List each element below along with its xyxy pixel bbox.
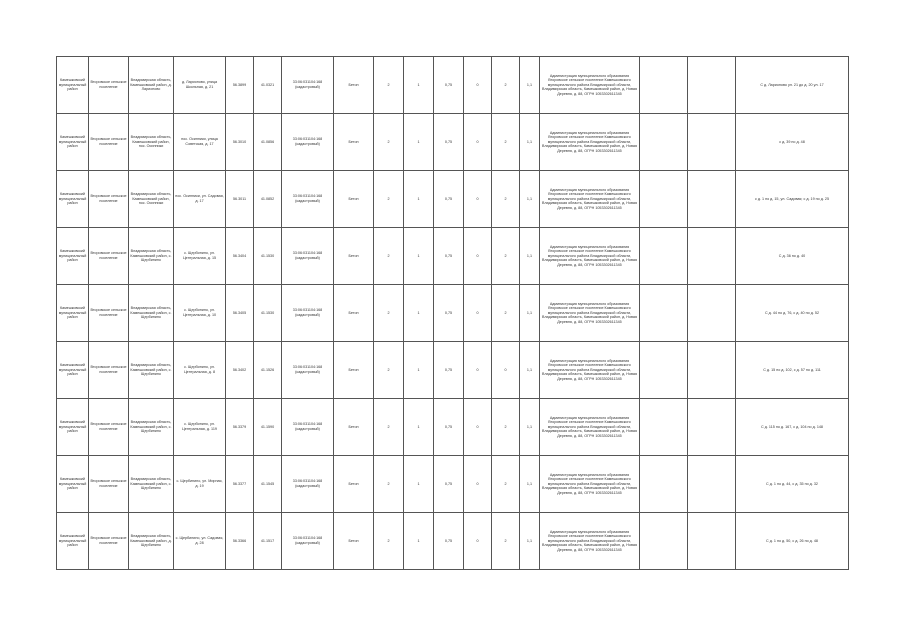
cell-cadastral: 33:06:031104:168 (кадастровый) xyxy=(282,228,334,285)
cell-settlement: Второвское сельское поселение xyxy=(89,57,129,114)
cell-settlement: Второвское сельское поселение xyxy=(89,171,129,228)
cell-address: пос. Осинники, ул. Садовая, д. 17 xyxy=(174,171,226,228)
cell-empty-15 xyxy=(640,57,688,114)
cell-cadastral: 33:06:031104:168 (кадастровый) xyxy=(282,114,334,171)
cell-lon: 41.0856 xyxy=(254,114,282,171)
cell-c2: 2 xyxy=(492,114,520,171)
cell-c1: 0 xyxy=(464,456,492,513)
cell-settlement: Второвское сельское поселение xyxy=(89,513,129,570)
cell-address: пос. Осинники, улица Советская, д. 17 xyxy=(174,114,226,171)
cell-settlement: Второвское сельское поселение xyxy=(89,228,129,285)
cell-volume: 0,75 xyxy=(434,57,464,114)
cell-lon: 41.1545 xyxy=(254,456,282,513)
cell-cadastral: 33:06:031104:168 (кадастровый) xyxy=(282,456,334,513)
cell-locality: Владимирская область, Камешковский район, пос. Осинники xyxy=(129,114,174,171)
cell-empty-15 xyxy=(640,171,688,228)
cell-volume: 0,75 xyxy=(434,285,464,342)
cell-lon: 41.1530 xyxy=(254,228,282,285)
table-row xyxy=(57,513,849,570)
table-row xyxy=(57,228,849,285)
cell-surface: Бетон xyxy=(334,228,374,285)
cell-containers: 1 xyxy=(404,285,434,342)
cell-owner: Администрация муниципального образования Второвское сельское поселение Камешковского муниципального района Владимирской области, Владимирская область, Камешковский район, д. Новая Деревня, д. 88, ОГРН 1053302611345 xyxy=(540,513,640,570)
cell-containers: 1 xyxy=(404,342,434,399)
cell-c2: 2 xyxy=(492,513,520,570)
cell-lat: 56.3010 xyxy=(226,114,254,171)
cell-empty-16 xyxy=(688,171,736,228)
cell-settlement: Второвское сельское поселение xyxy=(89,342,129,399)
cell-c2: 2 xyxy=(492,399,520,456)
cell-c3: 1,1 xyxy=(520,228,540,285)
cell-volume: 0,75 xyxy=(434,114,464,171)
cell-district: Камешковский муниципальный район xyxy=(57,285,89,342)
cell-area: 2 xyxy=(374,228,404,285)
cell-owner: Администрация муниципального образования Второвское сельское поселение Камешковского муниципального района Владимирской области, Владимирская область, Камешковский район, д. Новая Деревня, д. 88, ОГРН 1053302611345 xyxy=(540,114,640,171)
cell-lat: 56.3011 xyxy=(226,171,254,228)
cell-volume: 0,75 xyxy=(434,342,464,399)
cell-owner: Администрация муниципального образования Второвское сельское поселение Камешковского муниципального района Владимирской области, Владимирская область, Камешковский район, д. Новая Деревня, д. 88, ОГРН 1053302611345 xyxy=(540,171,640,228)
cell-sources: С д. 44 по д. 76, с д. 40 по д. 52 xyxy=(736,285,849,342)
cell-empty-16 xyxy=(688,114,736,171)
cell-lat: 56.3404 xyxy=(226,228,254,285)
cell-c2: 2 xyxy=(492,228,520,285)
cell-surface: Бетон xyxy=(334,114,374,171)
cell-empty-16 xyxy=(688,456,736,513)
cell-containers: 1 xyxy=(404,228,434,285)
cell-empty-16 xyxy=(688,399,736,456)
cell-sources: С д. 36 по д. 40 xyxy=(736,228,849,285)
cell-address: с. Щербинино, ул. Центральная, д. 119 xyxy=(174,399,226,456)
cell-c3: 1,1 xyxy=(520,456,540,513)
cell-empty-16 xyxy=(688,57,736,114)
cell-empty-15 xyxy=(640,399,688,456)
cell-area: 2 xyxy=(374,342,404,399)
cell-empty-15 xyxy=(640,285,688,342)
cell-c2: 2 xyxy=(492,285,520,342)
cell-empty-15 xyxy=(640,114,688,171)
cell-sources: С д. 115 по д. 167, с д. 104 по д. 148 xyxy=(736,399,849,456)
cell-c3: 1,1 xyxy=(520,57,540,114)
cell-surface: Бетон xyxy=(334,399,374,456)
cell-area: 2 xyxy=(374,57,404,114)
cell-c1: 0 xyxy=(464,399,492,456)
cell-area: 2 xyxy=(374,114,404,171)
cell-address: с. Щербинино, ул. Садовая, д. 28 xyxy=(174,513,226,570)
cell-empty-15 xyxy=(640,456,688,513)
cell-containers: 1 xyxy=(404,513,434,570)
cell-cadastral: 33:06:031104:168 (кадастровый) xyxy=(282,342,334,399)
cell-cadastral: 33:06:031104:168 (кадастровый) xyxy=(282,57,334,114)
cell-c3: 1,1 xyxy=(520,513,540,570)
cell-c3: 1,1 xyxy=(520,171,540,228)
cell-lat: 56.3377 xyxy=(226,456,254,513)
cell-lat: 56.3899 xyxy=(226,57,254,114)
cell-surface: Бетон xyxy=(334,513,374,570)
cell-locality: Владимирская область, Камешковский район, с. Щербинино xyxy=(129,228,174,285)
cell-c2: 2 xyxy=(492,456,520,513)
cell-lon: 41.0852 xyxy=(254,171,282,228)
cell-area: 2 xyxy=(374,399,404,456)
cell-surface: Бетон xyxy=(334,171,374,228)
cell-containers: 1 xyxy=(404,456,434,513)
cell-locality: Владимирская область, Камешковский район, с. Щербинино xyxy=(129,456,174,513)
cell-address: с. Щербинино, ул. Центральная, д. 15 xyxy=(174,228,226,285)
table-row xyxy=(57,171,849,228)
cell-area: 2 xyxy=(374,171,404,228)
cell-lon: 41.0321 xyxy=(254,57,282,114)
cell-c3: 1,1 xyxy=(520,285,540,342)
cell-area: 2 xyxy=(374,285,404,342)
table-row xyxy=(57,399,849,456)
cell-locality: Владимирская область, Камешковский район, с. Щербинино xyxy=(129,285,174,342)
cell-volume: 0,75 xyxy=(434,171,464,228)
cell-area: 2 xyxy=(374,513,404,570)
cell-c2: 0 xyxy=(492,342,520,399)
cell-c1: 0 xyxy=(464,171,492,228)
cell-settlement: Второвское сельское поселение xyxy=(89,399,129,456)
cell-empty-16 xyxy=(688,285,736,342)
cell-lon: 41.1517 xyxy=(254,513,282,570)
cell-owner: Администрация муниципального образования Второвское сельское поселение Камешковского муниципального района Владимирской области, Владимирская область, Камешковский район, д. Новая Деревня, д. 88, ОГРН 1053302611345 xyxy=(540,456,640,513)
cell-owner: Администрация муниципального образования Второвское сельское поселение Камешковского муниципального района Владимирской области, Владимирская область, Камешковский район, д. Новая Деревня, д. 88, ОГРН 1053302611345 xyxy=(540,399,640,456)
cell-surface: Бетон xyxy=(334,342,374,399)
cell-containers: 1 xyxy=(404,171,434,228)
cell-district: Камешковский муниципальный район xyxy=(57,171,89,228)
cell-empty-15 xyxy=(640,228,688,285)
cell-empty-16 xyxy=(688,228,736,285)
cell-lon: 41.1530 xyxy=(254,285,282,342)
cell-district: Камешковский муниципальный район xyxy=(57,57,89,114)
cell-locality: Владимирская область, Камешковский район, с. Щербинино xyxy=(129,342,174,399)
cell-surface: Бетон xyxy=(334,57,374,114)
cell-sources: с д. 1 по д. 15, ул. Садовая; с д. 19 по д. 25 xyxy=(736,171,849,228)
cell-settlement: Второвское сельское поселение xyxy=(89,456,129,513)
cell-volume: 0,75 xyxy=(434,399,464,456)
cell-cadastral: 33:06:031104:168 (кадастровый) xyxy=(282,513,334,570)
cell-c2: 2 xyxy=(492,57,520,114)
cell-address: с. Щербинино, ул. Центральная, д. 10 xyxy=(174,285,226,342)
cell-district: Камешковский муниципальный район xyxy=(57,399,89,456)
table-row xyxy=(57,342,849,399)
cell-sources: С д. 1 по д. 50, с д. 26 по д. 48 xyxy=(736,513,849,570)
cell-empty-15 xyxy=(640,513,688,570)
cell-address: д. Ларионово, улица Школьная, д. 21 xyxy=(174,57,226,114)
waste-sites-registry-table xyxy=(56,56,849,570)
cell-c1: 0 xyxy=(464,228,492,285)
cell-c1: 0 xyxy=(464,57,492,114)
cell-sources: С д. Ларионово ул. 21 до д. 20 ул. 17 xyxy=(736,57,849,114)
cell-containers: 1 xyxy=(404,399,434,456)
cell-lat: 56.3405 xyxy=(226,285,254,342)
cell-c3: 1,1 xyxy=(520,342,540,399)
cell-locality: Владимирская область, Камешковский район, с. Щербинино xyxy=(129,399,174,456)
cell-c2: 2 xyxy=(492,171,520,228)
cell-sources: С д. 1 по д. 44, с д. 35 по д. 32 xyxy=(736,456,849,513)
cell-lat: 56.3366 xyxy=(226,513,254,570)
table-row xyxy=(57,456,849,513)
cell-cadastral: 33:06:031104:168 (кадастровый) xyxy=(282,285,334,342)
cell-c1: 0 xyxy=(464,513,492,570)
cell-lat: 56.3402 xyxy=(226,342,254,399)
cell-district: Камешковский муниципальный район xyxy=(57,456,89,513)
cell-empty-15 xyxy=(640,342,688,399)
cell-owner: Администрация муниципального образования Второвское сельское поселение Камешковского муниципального района Владимирской области, Владимирская область, Камешковский район, д. Новая Деревня, д. 88, ОГРН 1053302611345 xyxy=(540,342,640,399)
cell-surface: Бетон xyxy=(334,285,374,342)
cell-cadastral: 33:06:031104:168 (кадастровый) xyxy=(282,171,334,228)
table-body xyxy=(57,57,849,570)
cell-locality: Владимирская область, Камешковский район, д. Ларионово xyxy=(129,57,174,114)
cell-settlement: Второвское сельское поселение xyxy=(89,114,129,171)
cell-volume: 0,75 xyxy=(434,456,464,513)
cell-cadastral: 33:06:031104:168 (кадастровый) xyxy=(282,399,334,456)
table-row xyxy=(57,114,849,171)
cell-c3: 1,1 xyxy=(520,399,540,456)
cell-containers: 1 xyxy=(404,57,434,114)
cell-volume: 0,75 xyxy=(434,228,464,285)
cell-sources: С д. 15 по д. 102, с д. 57 по д. 111 xyxy=(736,342,849,399)
cell-surface: Бетон xyxy=(334,456,374,513)
cell-c1: 0 xyxy=(464,342,492,399)
cell-c1: 0 xyxy=(464,285,492,342)
cell-owner: Администрация муниципального образования Второвское сельское поселение Камешковского муниципального района Владимирской области, Владимирская область, Камешковский район, д. Новая Деревня, д. 88, ОГРН 1053302611345 xyxy=(540,285,640,342)
cell-locality: Владимирская область, Камешковский район, пос. Осинники xyxy=(129,171,174,228)
cell-c3: 1,1 xyxy=(520,114,540,171)
cell-address: с. Щербинино, ул. Мирная, д. 19 xyxy=(174,456,226,513)
cell-empty-16 xyxy=(688,342,736,399)
table-row xyxy=(57,57,849,114)
table-row xyxy=(57,285,849,342)
cell-sources: с д. 39 по д. 48 xyxy=(736,114,849,171)
cell-lon: 41.1590 xyxy=(254,399,282,456)
cell-c1: 0 xyxy=(464,114,492,171)
cell-lon: 41.1526 xyxy=(254,342,282,399)
cell-district: Камешковский муниципальный район xyxy=(57,114,89,171)
cell-owner: Администрация муниципального образования Второвское сельское поселение Камешковского муниципального района Владимирской области, Владимирская область, Камешковский район, д. Новая Деревня, д. 88, ОГРН 1053302611345 xyxy=(540,228,640,285)
cell-owner: Администрация муниципального образования Второвское сельское поселение Камешковского муниципального района Владимирской области, Владимирская область, Камешковский район, д. Новая Деревня, д. 88, ОГРН 1053302611345 xyxy=(540,57,640,114)
cell-locality: Владимирская область, Камешковский район, д. Щербинино xyxy=(129,513,174,570)
cell-volume: 0,75 xyxy=(434,513,464,570)
cell-district: Камешковский муниципальный район xyxy=(57,513,89,570)
cell-empty-16 xyxy=(688,513,736,570)
cell-district: Камешковский муниципальный район xyxy=(57,342,89,399)
cell-settlement: Второвское сельское поселение xyxy=(89,285,129,342)
cell-area: 2 xyxy=(374,456,404,513)
cell-district: Камешковский муниципальный район xyxy=(57,228,89,285)
cell-lat: 56.3379 xyxy=(226,399,254,456)
cell-containers: 1 xyxy=(404,114,434,171)
cell-address: с. Щербинино, ул. Центральная, д. 8 xyxy=(174,342,226,399)
